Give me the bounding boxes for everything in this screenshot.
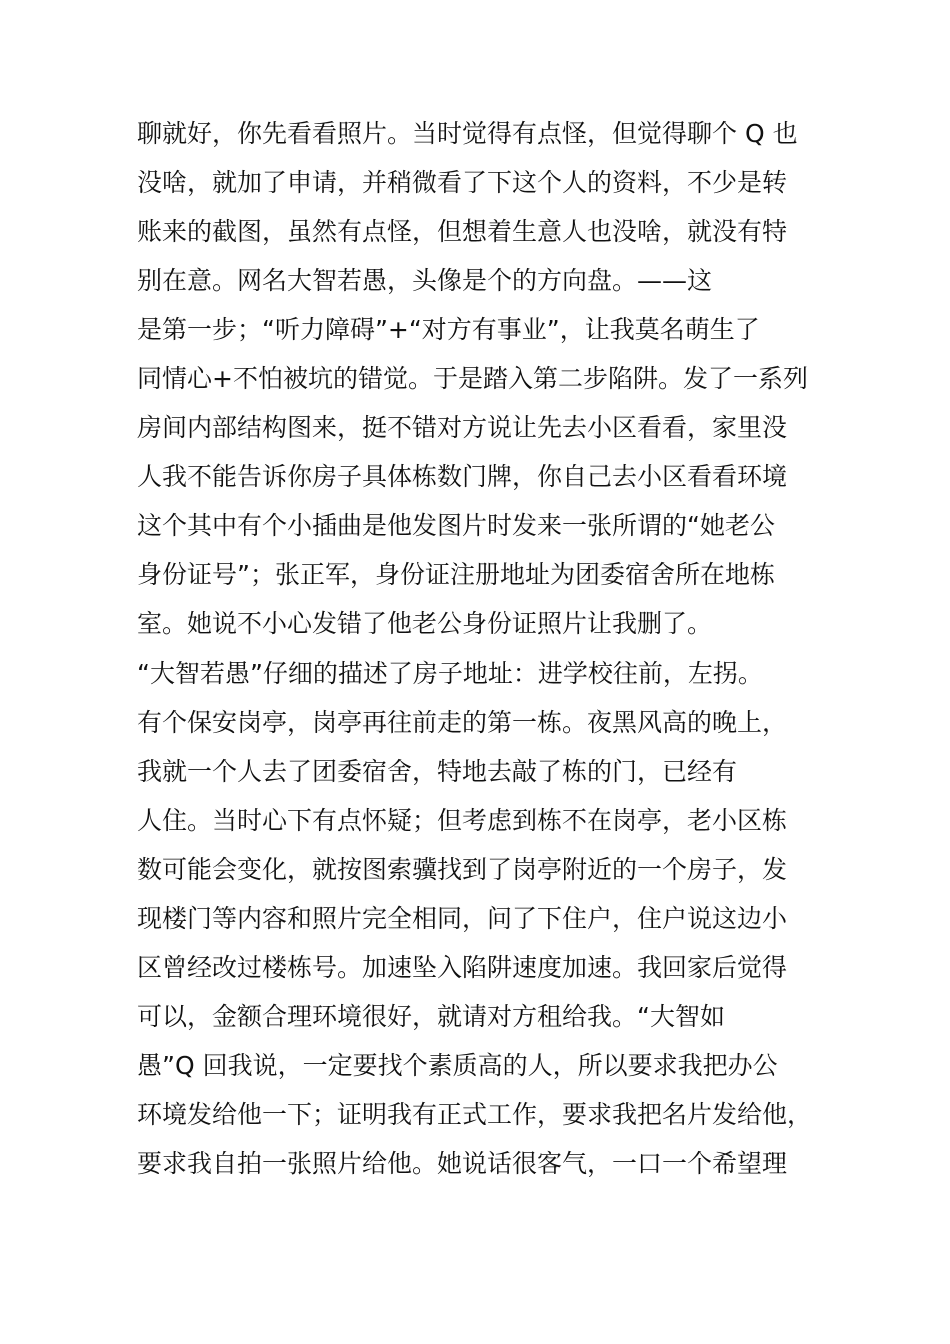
text-line: 要求我自拍一张照片给他。她说话很客气，一口一个希望理 [137, 1148, 788, 1178]
text-line: 人住。当时心下有点怀疑；但考虑到栋不在岗亭，老小区栋 [137, 805, 788, 835]
text-line: 人我不能告诉你房子具体栋数门牌，你自己去小区看看环境 [137, 462, 788, 492]
text-line: 愚”Q 回我说，一定要找个素质高的人，所以要求我把办公 [137, 1050, 778, 1080]
body-text [137, 109, 837, 1188]
text-line: 同情心+不怕被坑的错觉。于是踏入第二步陷阱。发了一系列 [137, 364, 808, 394]
text-line: “大智若愚”仔细的描述了房子地址：进学校往前，左拐。 [137, 658, 763, 688]
text-line: 区曾经改过楼栋号。加速坠入陷阱速度加速。我回家后觉得 [137, 952, 788, 982]
text-line: 有个保安岗亭，岗亭再往前走的第一栋。夜黑风高的晚上， [137, 707, 788, 737]
text-line: 身份证号”；张正军，身份证注册地址为团委宿舍所在地栋 [137, 560, 775, 590]
text-line: 数可能会变化，就按图索骥找到了岗亭附近的一个房子，发 [137, 854, 788, 884]
text-line: 可以，金额合理环境很好，就请对方租给我。“大智如 [137, 1001, 725, 1031]
text-line: 我就一个人去了团委宿舍，特地去敲了栋的门，已经有 [137, 756, 738, 786]
text-line: 室。她说不小心发错了他老公身份证照片让我删了。 [137, 609, 713, 639]
text-line: 环境发给他一下；证明我有正式工作，要求我把名片发给他， [137, 1099, 813, 1129]
text-line: 别在意。网名大智若愚，头像是个的方向盘。——这 [137, 266, 713, 296]
text-line: 聊就好，你先看看照片。当时觉得有点怪，但觉得聊个 Q 也 [137, 119, 798, 148]
text-line: 这个其中有个小插曲是他发图片时发来一张所谓的“她老公 [137, 511, 775, 541]
text-line: 没啥，就加了申请，并稍微看了下这个人的资料，不少是转 [137, 168, 788, 198]
text-line: 账来的截图，虽然有点怪，但想着生意人也没啥，就没有特 [137, 217, 788, 247]
text-line: 是第一步；“听力障碍”+“对方有事业”，让我莫名萌生了 [137, 315, 760, 345]
text-line: 现楼门等内容和照片完全相同，问了下住户，住户说这边小 [137, 903, 788, 933]
text-line: 房间内部结构图来，挺不错对方说让先去小区看看，家里没 [137, 413, 788, 443]
